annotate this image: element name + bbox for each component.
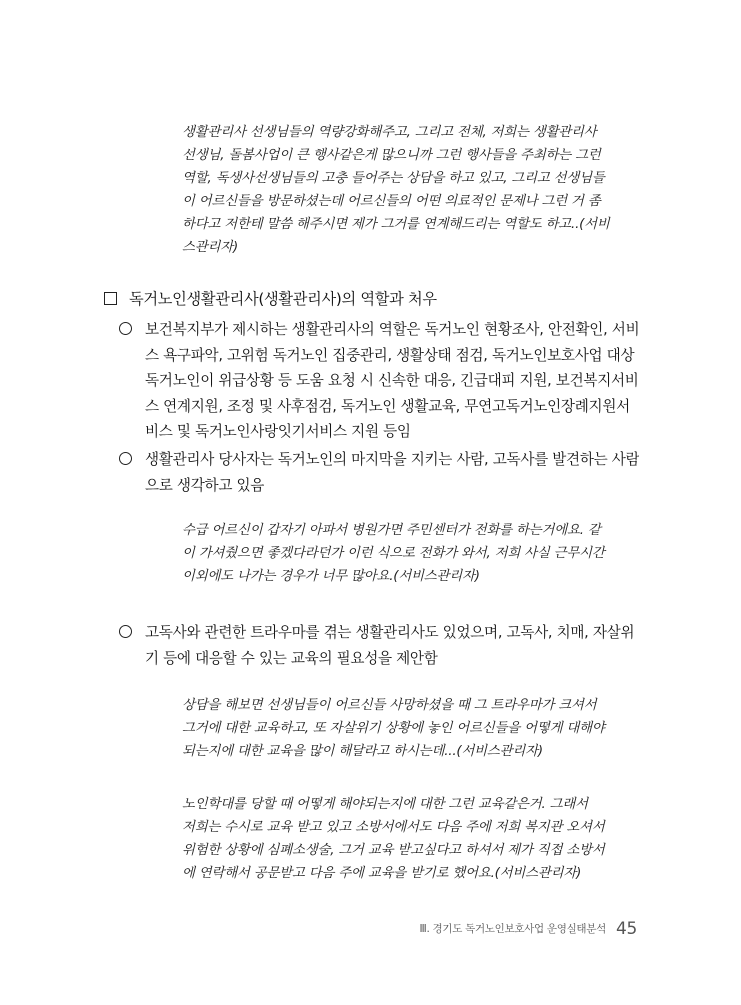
bullet-line: 으로 생각하고 있음 <box>145 476 265 494</box>
quote-line: 이 가셔줬으면 좋겠다라던가 이런 식으로 전화가 와서, 저희 사실 근무시간 <box>182 546 605 561</box>
section-heading-text: 독거노인생활관리사(생활관리사)의 역할과 처우 <box>129 290 437 308</box>
square-bullet-icon <box>104 292 117 305</box>
bullet-line: 보건복지부가 제시하는 생활관리사의 역할은 독거노인 현황조사, 안전확인, 서비 <box>145 321 639 338</box>
quote-line: 되는지에 대한 교육을 많이 해달라고 하시는데...(서비스관리자) <box>182 744 543 759</box>
quote-line: 에 연락해서 공문받고 다음 주에 교육을 받기로 했어요.(서비스관리자) <box>182 866 582 881</box>
quote-line: 이외에도 나가는 경우가 너무 많아요.(서비스관리자) <box>182 569 480 584</box>
bullet-item <box>119 317 639 445</box>
page-footer <box>420 919 637 939</box>
bullet-item <box>119 447 639 498</box>
bullet-line: 스 연계지원, 조정 및 사후점검, 독거노인 생활교육, 무연고독거노인장례지원서 <box>145 397 630 415</box>
quote-line: 생활관리사 선생님들의 역량강화해주고, 그리고 전체, 저희는 생활관리사 <box>182 125 597 140</box>
interview-quote <box>182 694 642 763</box>
bullet-item <box>119 620 639 671</box>
quote-line: 상담을 해보면 선생님들이 어르신들 사망하셨을 때 그 트라우마가 크셔서 <box>182 698 597 713</box>
quote-line: 수급 어르신이 갑자기 아파서 병원가면 주민센터가 전화를 하는거에요. 같 <box>182 523 601 538</box>
circle-bullet-icon <box>119 625 132 638</box>
page-number: 45 <box>615 919 637 939</box>
bullet-line: 스 욕구파악, 고위험 독거노인 집중관리, 생활상태 점검, 독거노인보호사업 대상 <box>145 346 635 364</box>
bullet-line: 생활관리사 당사자는 독거노인의 마지막을 지키는 사람, 고독사를 발견하는 사람 <box>145 451 639 468</box>
quote-line: 선생님, 돌봄사업이 큰 행사같은게 많으니까 그런 행사들을 주최하는 그런 <box>182 148 601 163</box>
quote-line: 이 어르신들을 방문하셨는데 어르신들의 어떤 의료적인 문제나 그런 거 좀 <box>182 194 601 209</box>
quote-line: 하다고 저한테 말씀 해주시면 제가 그거를 연계해드리는 역할도 하고..(서비 <box>182 217 610 232</box>
section-heading <box>104 287 437 311</box>
bullet-line: 고독사와 관련한 트라우마를 겪는 생활관리사도 있었으며, 고독사, 치매, 자살위 <box>145 624 635 641</box>
interview-quote <box>182 519 642 588</box>
circle-bullet-icon <box>119 452 132 465</box>
circle-bullet-icon <box>119 322 132 335</box>
bullet-line: 기 등에 대응할 수 있는 교육의 필요성을 제안함 <box>145 649 438 667</box>
bullet-line: 독거노인이 위급상황 등 도움 요청 시 신속한 대응, 긴급대피 지원, 보건복지서비 <box>145 372 639 389</box>
quote-line: 그거에 대한 교육하고, 또 자살위기 상황에 놓인 어르신들을 어떻게 대해야 <box>182 721 605 736</box>
quote-line: 스관리자) <box>182 240 238 255</box>
quote-line: 노인학대를 당할 때 어떻게 해야되는지에 대한 그런 교육같은거. 그래서 <box>182 797 588 812</box>
quote-line: 역할, 독생사선생님들의 고충 들어주는 상담을 하고 있고, 그리고 선생님들 <box>182 171 605 186</box>
bullet-line: 비스 및 독거노인사랑잇기서비스 지원 등임 <box>145 423 411 440</box>
quote-line: 위험한 상황에 심폐소생술, 그거 교육 받고싶다고 하셔서 제가 직접 소방서 <box>182 843 605 858</box>
quote-line: 저희는 수시로 교육 받고 있고 소방서에서도 다음 주에 저희 복지관 오셔서 <box>182 820 605 835</box>
running-title: Ⅲ. 경기도 독거노인보호사업 운영실태분석 <box>419 923 606 935</box>
interview-quote <box>182 793 642 885</box>
interview-quote <box>182 121 642 259</box>
